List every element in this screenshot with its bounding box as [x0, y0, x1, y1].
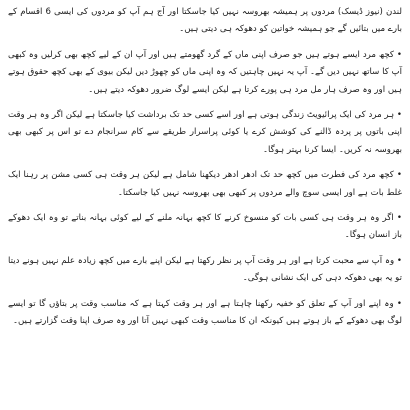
bullet-paragraph-excuses: • اگر وہ ہر وقت ہی کسی بات کو منسوخ کرنے کا کچھ بہانہ ملنے کے لیے کوئی بہانہ بناتے تو وہ ایک دھوکے باز انسان ہوگا۔: [8, 213, 402, 241]
bullet-paragraph-secret: • وہ اپنے اور آپ کے تعلق کو خفیہ رکھنا چاہتا ہے اور ہر وقت کہتا ہے کہ مناسب وقت پر بتاؤں گا تو ایسے لوگ بھی دھوکے کے باز ہوتے ہیں کیونکہ ان کا مناسب وقت کبھی نہیں آتا اور وہ صرف اپنا وقت گزارتے ہیں۔: [8, 298, 402, 327]
bullet-paragraph-mother: • کچھ مرد ایسے ہوتے ہیں جو صرف اپنی ماں کے گرد گھومتے ہیں اور آپ ان کے لیے کچھ بھی کرلیں وہ کبھی آپ کا ساتھ نہیں دیں گے۔ آپ یہ نہیں چاہتیں کہ وہ اپنی ماں کو چھوڑ دیں لیکن بیوی کے بھی کچھ حقوق ہوتے ہیں اور وہ صرف ہار مل مرد ہی پورے کرتا ہے لیکن ایسے لوگ ضرور دھوکہ دیتے ہیں۔: [8, 49, 402, 95]
bullet-paragraph-love: • وہ آپ سے محبت کرتا ہے اور ہر وقت آپ پر نظر رکھتا ہے لیکن اپنے بارے میں کچھ زیادہ علم نہیں ہونے دیتا تو یہ بھی دھوکہ دہی کی ایک نشانی ہوگی۔: [8, 255, 402, 284]
bullet-paragraph-private-life: • ہر مرد کی ایک پرائیویٹ زندگی ہوتی ہے اور اسے کسی حد تک برداشت کیا جاسکتا ہے لیکن اگر وہ ہر وقت اپنی باتوں پر پردہ ڈالنے کی کوشش کرے یا کوئی پراسرار طریقے سے کام سرانجام دے تو اس پر کبھی بھی بھروسہ نہ کریں۔ ایسا کرنا بہتر ہوگا۔: [8, 110, 402, 155]
bullet-paragraph-nature: • کچھ مرد کی فطرت میں کچھ حد تک ادھر ادھر دیکھنا شامل ہے لیکن ہر وقت ہی کسی مشن پر رہنا ایک غلط بات ہے اور ایسی سوچ والے مردوں پر کبھی بھی بھروسہ نہیں کیا جاسکتا۔: [8, 170, 402, 198]
intro-paragraph: لندن (نیوز ڈیسک) مردوں پر ہمیشہ بھروسہ نہیں کیا جاسکتا اور آج ہم آپ کو مردوں کی ایسی 6 اقسام کے بارے میں بتائیں گے جو ہمیشہ خواتین کو دھوکہ ہی دیتی ہیں۔: [8, 7, 402, 35]
